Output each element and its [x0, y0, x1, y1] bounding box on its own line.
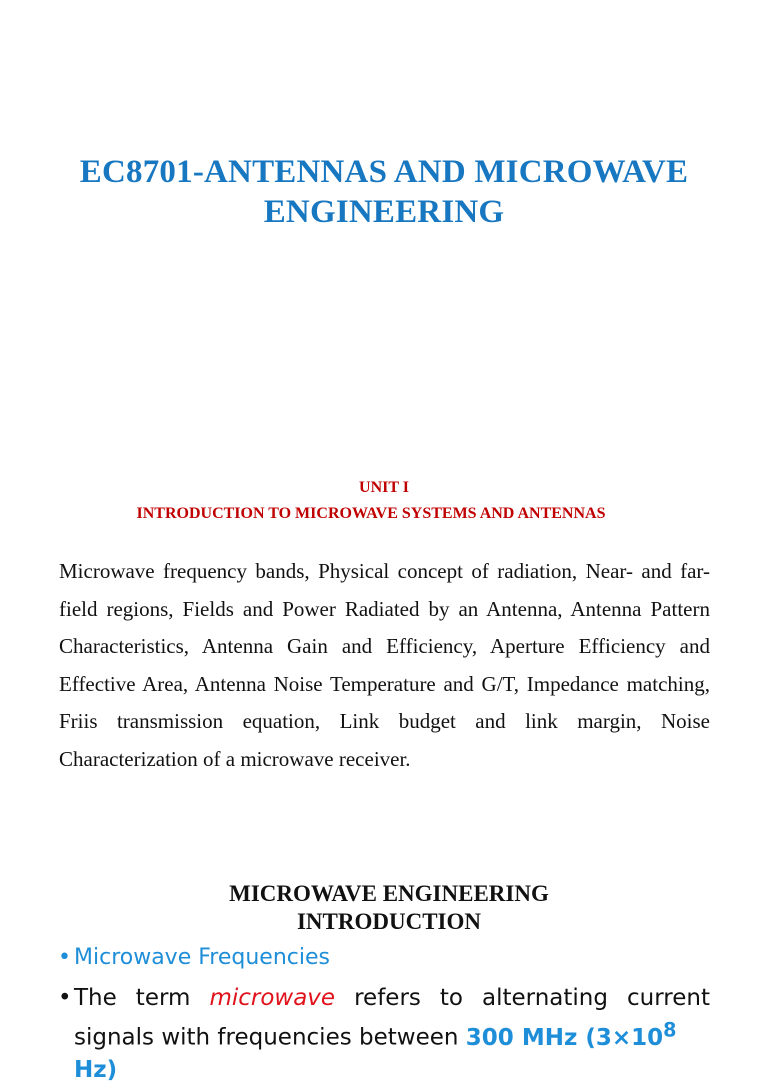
bullet-word-the: • The — [58, 982, 117, 1014]
section-heading-line-1: MICROWAVE ENGINEERING — [229, 881, 549, 906]
unit-label: UNIT I — [359, 479, 409, 496]
section-heading-line-2: INTRODUCTION — [296, 909, 482, 934]
title-line-1: EC8701-ANTENNAS AND MICROWAVE — [79, 154, 689, 190]
bullet-word-to: to — [439, 985, 463, 1011]
title-line-2: ENGINEERING — [263, 194, 505, 230]
bullet-text: Microwave Frequencies — [74, 945, 330, 970]
bullet-line-2-text: signals with frequencies between — [74, 1024, 459, 1051]
bullet-marker-icon: • — [58, 945, 71, 970]
bullet-word-current: current — [627, 985, 710, 1011]
bullet-line-1 — [58, 982, 710, 1014]
bullet-microwave-frequencies — [58, 942, 330, 974]
bullet-microwave-definition — [58, 982, 710, 1086]
unit-title: INTRODUCTION TO MICROWAVE SYSTEMS AND ANTENNAS — [136, 505, 606, 522]
frequency-exponent: 8 — [663, 1018, 677, 1041]
page-title — [40, 152, 728, 232]
emphasis-microwave: microwave — [209, 985, 336, 1011]
bullet-word-term: term — [135, 985, 191, 1011]
bullet-word-refers: refers — [354, 985, 421, 1011]
bullet-marker-icon: • — [58, 985, 72, 1011]
bullet-line-2 — [74, 1014, 710, 1086]
bullet-word-alternating: alternating — [482, 985, 608, 1011]
frequency-value: 300 MHz ($3\times 10^8$ Hz) — [74, 1018, 677, 1083]
section-heading — [0, 880, 778, 936]
syllabus-paragraph: Microwave frequency bands, Physical concept of radiation, Near- and far-field regions, Fields and Power Radiated by an Antenna, Antenna Pattern Characteristics, Antenna Gain and Efficiency, Aperture Efficiency and Effective Area, Antenna Noise Temperature and G/T, Impedance matching, Friis transmission equation, Link budget and link margin, Noise Characterization of a microwave receiver. — [59, 559, 710, 771]
